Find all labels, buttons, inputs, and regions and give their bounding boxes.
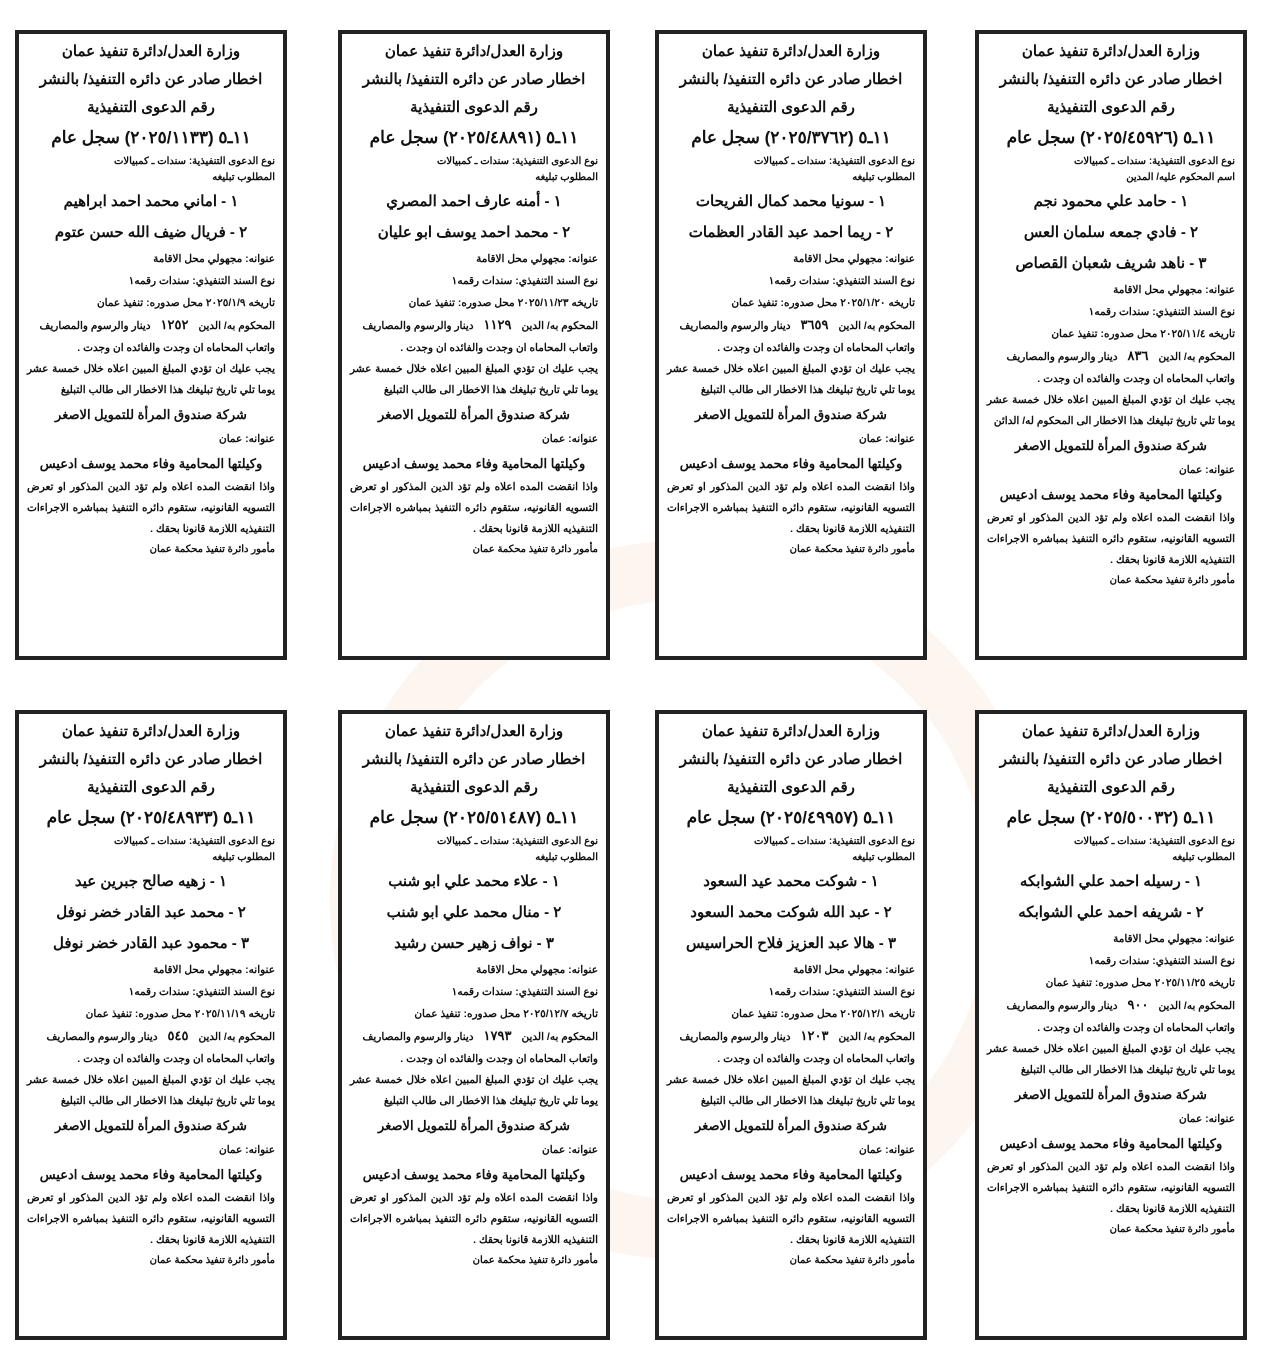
debtor-name: ٣ - نواف زهير حسن رشيد	[394, 935, 554, 952]
notice-header-case-label: رقم الدعوى التنفيذية	[727, 99, 855, 116]
document-type: نوع السند التنفيذي: سندات رقمه١	[128, 986, 275, 998]
creditor-name: شركة صندوق المرأة للتمويل الاصغر	[1015, 438, 1207, 453]
footer-signature: مأمور دائرة تنفيذ محكمة عمان	[1109, 1224, 1235, 1235]
debtor-address: عنوانه: مجهولي محل الاقامة	[793, 964, 915, 976]
debtor-name: ٣ - ناهد شريف شعبان القصاص	[1015, 255, 1207, 272]
lawyer-name: وكيلتها المحامية وفاء محمد يوسف ادعيس	[362, 456, 586, 471]
closing-paragraph: واذا انقضت المده اعلاه ولم تؤد الدين المذكور او تعرض التسويه القانونيه، ستقوم دائره التنفيذ بمباشره الاجراءات التنفيذيه اللازمة قانونا بحقك .	[350, 1192, 598, 1246]
debtor-address: عنوانه: مجهولي محل الاقامة	[793, 253, 915, 265]
closing-paragraph: واذا انقضت المده اعلاه ولم تؤد الدين المذكور او تعرض التسويه القانونيه، ستقوم دائره التنفيذ بمباشره الاجراءات التنفيذيه اللازمة قانونا بحقك .	[27, 1192, 275, 1246]
judged-amount-line	[987, 345, 1235, 368]
issue-date: تاريخه ٢٠٢٥/١٢/٧	[523, 1008, 598, 1020]
judged-suffix: دينار والرسوم والمصاريف	[679, 1031, 791, 1043]
legal-notice	[15, 30, 287, 660]
footer-signature: مأمور دائرة تنفيذ محكمة عمان	[789, 1255, 915, 1266]
debtor-name: ١ - أمنه عارف احمد المصري	[386, 193, 562, 210]
creditor-address: عنوانه: عمان	[859, 433, 915, 445]
document-type: نوع السند التنفيذي: سندات رقمه١	[1088, 955, 1235, 967]
fees-line: واتعاب المحاماه ان وجدت والفائده ان وجدت .	[77, 1053, 275, 1065]
document-type: نوع السند التنفيذي: سندات رقمه١	[451, 275, 598, 287]
case-type: نوع الدعوى التنفيذية: سندات ـ كمبيالات	[1073, 156, 1235, 167]
case-number: ١١ـ٥ (٢٠٢٥/٥١٤٨٧) سجل عام	[369, 808, 579, 827]
debt-amount: ٩٠٠	[1127, 997, 1149, 1012]
issue-place: محل صدوره: تنفيذ عمان	[1045, 977, 1152, 989]
issue-place: محل صدوره: تنفيذ عمان	[414, 1008, 521, 1020]
payment-deadline: يجب عليك ان تؤدي المبلغ المبين اعلاه خلال خمسة عشر يوما تلي تاريخ تبليغك هذا الاخطار الى المحكوم له/ الدائن	[987, 394, 1235, 427]
lawyer-name: وكيلتها المحامية وفاء محمد يوسف ادعيس	[39, 1167, 263, 1182]
lawyer-name: وكيلتها المحامية وفاء محمد يوسف ادعيس	[679, 1167, 903, 1182]
payment-deadline: يجب عليك ان تؤدي المبلغ المبين اعلاه خلال خمسة عشر يوما تلي تاريخ تبليغك هذا الاخطار الى طالب التبليغ	[667, 1074, 915, 1107]
issue-date-line	[987, 972, 1235, 994]
creditor-address: عنوانه: عمان	[219, 1144, 275, 1156]
case-type: نوع الدعوى التنفيذية: سندات ـ كمبيالات	[753, 836, 915, 847]
legal-notice	[15, 710, 287, 1340]
notice-header-ministry: وزارة العدل/دائرة تنفيذ عمان	[384, 43, 564, 60]
judged-amount-line	[350, 314, 598, 337]
notify-label: اسم المحكوم عليه/ المدين	[1126, 172, 1235, 183]
footer-signature: مأمور دائرة تنفيذ محكمة عمان	[1109, 575, 1235, 586]
judged-amount-line	[667, 314, 915, 337]
judged-prefix: المحكوم به/ الدين	[1158, 1000, 1235, 1012]
notice-header-ministry: وزارة العدل/دائرة تنفيذ عمان	[1021, 723, 1201, 740]
notice-header-title: اخطار صادر عن دائره التنفيذ/ بالنشر	[362, 751, 586, 768]
creditor-name: شركة صندوق المرأة للتمويل الاصغر	[1015, 1087, 1207, 1102]
debt-amount: ١٢٠٣	[800, 1028, 829, 1043]
case-number: ١١ـ٥ (٢٠٢٥/١١٣٣) سجل عام	[51, 128, 251, 147]
closing-paragraph: واذا انقضت المده اعلاه ولم تؤد الدين المذكور او تعرض التسويه القانونيه، ستقوم دائره التنفيذ بمباشره الاجراءات التنفيذيه اللازمة قانونا بحقك .	[667, 1192, 915, 1246]
creditor-name: شركة صندوق المرأة للتمويل الاصغر	[695, 1118, 887, 1133]
notice-header-case-label: رقم الدعوى التنفيذية	[1047, 779, 1175, 796]
creditor-address: عنوانه: عمان	[1179, 464, 1235, 476]
notify-label: المطلوب تبليغه	[535, 852, 598, 863]
document-type: نوع السند التنفيذي: سندات رقمه١	[1088, 306, 1235, 318]
notify-label: المطلوب تبليغه	[212, 172, 275, 183]
issue-place: محل صدوره: تنفيذ عمان	[96, 297, 203, 309]
debt-amount: ٥٤٥	[167, 1028, 189, 1043]
creditor-address: عنوانه: عمان	[1179, 1113, 1235, 1125]
case-number: ١١ـ٥ (٢٠٢٥/٤٨٨٩١) سجل عام	[369, 128, 579, 147]
closing-paragraph: واذا انقضت المده اعلاه ولم تؤد الدين المذكور او تعرض التسويه القانونيه، ستقوم دائره التنفيذ بمباشره الاجراءات التنفيذيه اللازمة قانونا بحقك .	[350, 481, 598, 535]
debtor-name: ١ - رسيله احمد علي الشوابكه	[1019, 873, 1203, 890]
notify-label: المطلوب تبليغه	[1172, 852, 1235, 863]
document-type: نوع السند التنفيذي: سندات رقمه١	[128, 275, 275, 287]
debt-amount: ٨٣٦	[1127, 348, 1149, 363]
judged-amount-line	[27, 314, 275, 337]
notice-header-ministry: وزارة العدل/دائرة تنفيذ عمان	[61, 723, 241, 740]
issue-date: تاريخه ٢٠٢٥/١١/٢٣	[517, 297, 598, 309]
fees-line: واتعاب المحاماه ان وجدت والفائده ان وجدت .	[717, 1053, 915, 1065]
issue-place: محل صدوره: تنفيذ عمان	[85, 1008, 192, 1020]
fees-line: واتعاب المحاماه ان وجدت والفائده ان وجدت .	[1037, 373, 1235, 385]
case-type: نوع الدعوى التنفيذية: سندات ـ كمبيالات	[436, 156, 598, 167]
judged-amount-line	[27, 1025, 275, 1048]
fees-line: واتعاب المحاماه ان وجدت والفائده ان وجدت .	[400, 342, 598, 354]
judged-amount-line	[987, 994, 1235, 1017]
debtor-name: ٢ - عبد الله شوكت محمد السعود	[690, 904, 892, 921]
case-type: نوع الدعوى التنفيذية: سندات ـ كمبيالات	[1073, 836, 1235, 847]
lawyer-name: وكيلتها المحامية وفاء محمد يوسف ادعيس	[999, 1136, 1223, 1151]
issue-place: محل صدوره: تنفيذ عمان	[408, 297, 515, 309]
issue-date: تاريخه ٢٠٢٥/١١/١٩	[194, 1008, 275, 1020]
creditor-address: عنوانه: عمان	[542, 1144, 598, 1156]
notify-label: المطلوب تبليغه	[535, 172, 598, 183]
debtor-name: ٢ - محمد عبد القادر خضر نوفل	[56, 904, 246, 921]
judged-prefix: المحكوم به/ الدين	[838, 1031, 915, 1043]
notify-label: المطلوب تبليغه	[212, 852, 275, 863]
notice-header-ministry: وزارة العدل/دائرة تنفيذ عمان	[701, 723, 881, 740]
footer-signature: مأمور دائرة تنفيذ محكمة عمان	[149, 544, 275, 555]
judged-amount-line	[667, 1025, 915, 1048]
issue-date-line	[27, 292, 275, 314]
issue-place: محل صدوره: تنفيذ عمان	[731, 297, 838, 309]
creditor-name: شركة صندوق المرأة للتمويل الاصغر	[378, 407, 570, 422]
notify-label: المطلوب تبليغه	[852, 172, 915, 183]
issue-date-line	[27, 1003, 275, 1025]
document-type: نوع السند التنفيذي: سندات رقمه١	[451, 986, 598, 998]
issue-date-line	[987, 323, 1235, 345]
case-number: ١١ـ٥ (٢٠٢٥/٤٨٩٣٣) سجل عام	[46, 808, 256, 827]
notify-label: المطلوب تبليغه	[852, 852, 915, 863]
notice-header-case-label: رقم الدعوى التنفيذية	[410, 779, 538, 796]
issue-date-line	[350, 1003, 598, 1025]
judged-prefix: المحكوم به/ الدين	[521, 320, 598, 332]
payment-deadline: يجب عليك ان تؤدي المبلغ المبين اعلاه خلال خمسة عشر يوما تلي تاريخ تبليغك هذا الاخطار الى طالب التبليغ	[987, 1043, 1235, 1076]
debtor-name: ١ - حامد علي محمود نجم	[1033, 193, 1189, 210]
judged-prefix: المحكوم به/ الدين	[838, 320, 915, 332]
closing-paragraph: واذا انقضت المده اعلاه ولم تؤد الدين المذكور او تعرض التسويه القانونيه، ستقوم دائره التنفيذ بمباشره الاجراءات التنفيذيه اللازمة قانونا بحقك .	[27, 481, 275, 535]
case-type: نوع الدعوى التنفيذية: سندات ـ كمبيالات	[113, 156, 275, 167]
issue-date: تاريخه ٢٠٢٥/١١/٢٥	[1154, 977, 1235, 989]
judged-prefix: المحكوم به/ الدين	[198, 320, 275, 332]
legal-notice	[975, 30, 1247, 660]
debtor-name: ٢ - محمد احمد يوسف ابو عليان	[377, 224, 571, 241]
judged-suffix: دينار والرسوم والمصاريف	[362, 1031, 474, 1043]
debtor-name: ١ - زهيه صالح جبرين عيد	[74, 873, 228, 890]
debtor-name: ١ - شوكت محمد عيد السعود	[703, 873, 879, 890]
notice-header-case-label: رقم الدعوى التنفيذية	[727, 779, 855, 796]
footer-signature: مأمور دائرة تنفيذ محكمة عمان	[472, 1255, 598, 1266]
debt-amount: ١٢٥٢	[160, 317, 189, 332]
judged-prefix: المحكوم به/ الدين	[198, 1031, 275, 1043]
issue-date-line	[350, 292, 598, 314]
notice-header-title: اخطار صادر عن دائره التنفيذ/ بالنشر	[679, 751, 903, 768]
notice-header-ministry: وزارة العدل/دائرة تنفيذ عمان	[384, 723, 564, 740]
issue-date: تاريخه ٢٠٢٥/١٢/١	[840, 1008, 915, 1020]
notice-header-title: اخطار صادر عن دائره التنفيذ/ بالنشر	[362, 71, 586, 88]
debtor-name: ٢ - فريال ضيف الله حسن عتوم	[54, 224, 248, 241]
issue-date: تاريخه ٢٠٢٥/١١/٤	[1160, 328, 1235, 340]
debtor-name: ٢ - فادي جمعه سلمان العس	[1023, 224, 1199, 241]
creditor-address: عنوانه: عمان	[859, 1144, 915, 1156]
judged-suffix: دينار والرسوم والمصاريف	[679, 320, 791, 332]
case-number: ١١ـ٥ (٢٠٢٥/٣٧٦٢) سجل عام	[691, 128, 891, 147]
creditor-address: عنوانه: عمان	[542, 433, 598, 445]
debtor-address: عنوانه: مجهولي محل الاقامة	[476, 253, 598, 265]
debt-amount: ٣٦٥٩	[800, 317, 829, 332]
notice-header-title: اخطار صادر عن دائره التنفيذ/ بالنشر	[39, 751, 263, 768]
debtor-address: عنوانه: مجهولي محل الاقامة	[1113, 933, 1235, 945]
issue-place: محل صدوره: تنفيذ عمان	[731, 1008, 838, 1020]
debtor-address: عنوانه: مجهولي محل الاقامة	[1113, 284, 1235, 296]
debtor-address: عنوانه: مجهولي محل الاقامة	[153, 964, 275, 976]
legal-notice	[975, 710, 1247, 1340]
fees-line: واتعاب المحاماه ان وجدت والفائده ان وجدت .	[77, 342, 275, 354]
payment-deadline: يجب عليك ان تؤدي المبلغ المبين اعلاه خلال خمسة عشر يوما تلي تاريخ تبليغك هذا الاخطار الى طالب التبليغ	[667, 363, 915, 396]
legal-notice	[655, 30, 927, 660]
creditor-address: عنوانه: عمان	[219, 433, 275, 445]
creditor-name: شركة صندوق المرأة للتمويل الاصغر	[378, 1118, 570, 1133]
fees-line: واتعاب المحاماه ان وجدت والفائده ان وجدت .	[400, 1053, 598, 1065]
document-type: نوع السند التنفيذي: سندات رقمه١	[768, 275, 915, 287]
case-type: نوع الدعوى التنفيذية: سندات ـ كمبيالات	[436, 836, 598, 847]
debt-amount: ١١٢٩	[483, 317, 512, 332]
notice-header-title: اخطار صادر عن دائره التنفيذ/ بالنشر	[999, 751, 1223, 768]
judged-suffix: دينار والرسوم والمصاريف	[1006, 1000, 1118, 1012]
debtor-name: ١ - سونيا محمد كمال الفريحات	[695, 193, 887, 210]
footer-signature: مأمور دائرة تنفيذ محكمة عمان	[789, 544, 915, 555]
lawyer-name: وكيلتها المحامية وفاء محمد يوسف ادعيس	[679, 456, 903, 471]
debtor-name: ٣ - محمود عبد القادر خضر نوفل	[52, 935, 250, 952]
debtor-name: ١ - علاء محمد علي ابو شنب	[388, 873, 560, 890]
creditor-name: شركة صندوق المرأة للتمويل الاصغر	[55, 407, 247, 422]
notice-header-ministry: وزارة العدل/دائرة تنفيذ عمان	[701, 43, 881, 60]
debtor-name: ٢ - شريفه احمد علي الشوابكه	[1018, 904, 1204, 921]
judged-prefix: المحكوم به/ الدين	[1158, 351, 1235, 363]
lawyer-name: وكيلتها المحامية وفاء محمد يوسف ادعيس	[39, 456, 263, 471]
case-number: ١١ـ٥ (٢٠٢٥/٥٠٠٣٢) سجل عام	[1006, 808, 1216, 827]
notice-header-title: اخطار صادر عن دائره التنفيذ/ بالنشر	[679, 71, 903, 88]
creditor-name: شركة صندوق المرأة للتمويل الاصغر	[55, 1118, 247, 1133]
notice-header-title: اخطار صادر عن دائره التنفيذ/ بالنشر	[999, 71, 1223, 88]
judged-amount-line	[350, 1025, 598, 1048]
closing-paragraph: واذا انقضت المده اعلاه ولم تؤد الدين المذكور او تعرض التسويه القانونيه، ستقوم دائره التنفيذ بمباشره الاجراءات التنفيذيه اللازمة قانونا بحقك .	[987, 1161, 1235, 1215]
closing-paragraph: واذا انقضت المده اعلاه ولم تؤد الدين المذكور او تعرض التسويه القانونيه، ستقوم دائره التنفيذ بمباشره الاجراءات التنفيذيه اللازمة قانونا بحقك .	[987, 512, 1235, 566]
debtor-name: ١ - اماني محمد احمد ابراهيم	[63, 193, 239, 210]
issue-place: محل صدوره: تنفيذ عمان	[1051, 328, 1158, 340]
case-number: ١١ـ٥ (٢٠٢٥/٤٥٩٢٦) سجل عام	[1006, 128, 1216, 147]
issue-date-line	[667, 292, 915, 314]
debtor-name: ٢ - منال محمد علي ابو شنب	[386, 904, 562, 921]
notice-header-case-label: رقم الدعوى التنفيذية	[87, 779, 215, 796]
payment-deadline: يجب عليك ان تؤدي المبلغ المبين اعلاه خلال خمسة عشر يوما تلي تاريخ تبليغك هذا الاخطار الى طالب التبليغ	[350, 363, 598, 396]
footer-signature: مأمور دائرة تنفيذ محكمة عمان	[149, 1255, 275, 1266]
fees-line: واتعاب المحاماه ان وجدت والفائده ان وجدت .	[717, 342, 915, 354]
debt-amount: ١٧٩٣	[483, 1028, 512, 1043]
creditor-name: شركة صندوق المرأة للتمويل الاصغر	[695, 407, 887, 422]
fees-line: واتعاب المحاماه ان وجدت والفائده ان وجدت .	[1037, 1022, 1235, 1034]
judged-suffix: دينار والرسوم والمصاريف	[362, 320, 474, 332]
issue-date: تاريخه ٢٠٢٥/١/٩	[205, 297, 275, 309]
judged-suffix: دينار والرسوم والمصاريف	[39, 320, 151, 332]
judged-suffix: دينار والرسوم والمصاريف	[1006, 351, 1118, 363]
lawyer-name: وكيلتها المحامية وفاء محمد يوسف ادعيس	[999, 487, 1223, 502]
issue-date-line	[667, 1003, 915, 1025]
case-type: نوع الدعوى التنفيذية: سندات ـ كمبيالات	[753, 156, 915, 167]
debtor-name: ٣ - هالا عبد العزيز فلاح الحراسيس	[685, 935, 897, 952]
notice-header-case-label: رقم الدعوى التنفيذية	[87, 99, 215, 116]
payment-deadline: يجب عليك ان تؤدي المبلغ المبين اعلاه خلال خمسة عشر يوما تلي تاريخ تبليغك هذا الاخطار الى طالب التبليغ	[350, 1074, 598, 1107]
notice-header-case-label: رقم الدعوى التنفيذية	[410, 99, 538, 116]
case-type: نوع الدعوى التنفيذية: سندات ـ كمبيالات	[113, 836, 275, 847]
case-number: ١١ـ٥ (٢٠٢٥/٤٩٩٥٧) سجل عام	[686, 808, 896, 827]
issue-date: تاريخه ٢٠٢٥/١/٢٠	[840, 297, 915, 309]
judged-suffix: دينار والرسوم والمصاريف	[46, 1031, 158, 1043]
document-type: نوع السند التنفيذي: سندات رقمه١	[768, 986, 915, 998]
judged-prefix: المحكوم به/ الدين	[521, 1031, 598, 1043]
notice-header-title: اخطار صادر عن دائره التنفيذ/ بالنشر	[39, 71, 263, 88]
notice-header-ministry: وزارة العدل/دائرة تنفيذ عمان	[61, 43, 241, 60]
debtor-address: عنوانه: مجهولي محل الاقامة	[153, 253, 275, 265]
closing-paragraph: واذا انقضت المده اعلاه ولم تؤد الدين المذكور او تعرض التسويه القانونيه، ستقوم دائره التنفيذ بمباشره الاجراءات التنفيذيه اللازمة قانونا بحقك .	[667, 481, 915, 535]
notice-header-case-label: رقم الدعوى التنفيذية	[1047, 99, 1175, 116]
lawyer-name: وكيلتها المحامية وفاء محمد يوسف ادعيس	[362, 1167, 586, 1182]
legal-notice	[338, 710, 610, 1340]
payment-deadline: يجب عليك ان تؤدي المبلغ المبين اعلاه خلال خمسة عشر يوما تلي تاريخ تبليغك هذا الاخطار الى طالب التبليغ	[27, 363, 275, 396]
legal-notice	[338, 30, 610, 660]
payment-deadline: يجب عليك ان تؤدي المبلغ المبين اعلاه خلال خمسة عشر يوما تلي تاريخ تبليغك هذا الاخطار الى طالب التبليغ	[27, 1074, 275, 1107]
notice-header-ministry: وزارة العدل/دائرة تنفيذ عمان	[1021, 43, 1201, 60]
footer-signature: مأمور دائرة تنفيذ محكمة عمان	[472, 544, 598, 555]
legal-notice	[655, 710, 927, 1340]
debtor-address: عنوانه: مجهولي محل الاقامة	[476, 964, 598, 976]
debtor-name: ٢ - ريما احمد عبد القادر العظمات	[688, 224, 894, 241]
